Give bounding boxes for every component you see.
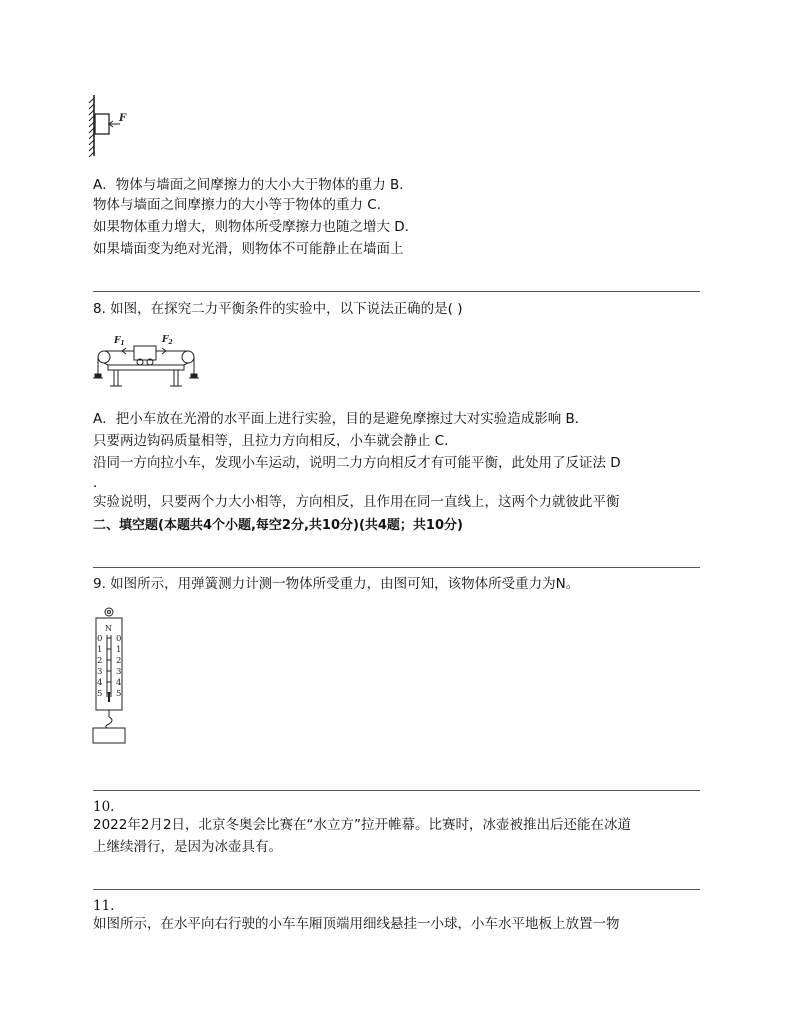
q10-number: 10. [93,799,115,815]
wall-block-figure [86,94,136,158]
tick-right-4: 4 [116,678,122,688]
f2-label: $F_2$ [162,335,173,346]
q9-stem: 9. 如图所示，用弹簧测力计测一物体所受重力，由图可知，该物体所受重力为N。 [93,576,580,592]
q10-line-1: 2022年2月2日，北京冬奥会比赛在“水立方”拉开帷幕。比赛时，冰壶被推出后还能在冰道 [93,817,632,833]
tick-right-1: 1 [116,645,122,655]
tick-left-1: 1 [97,645,103,655]
tick-left-5: 5 [97,689,103,699]
section-heading: 二、填空题(本题共4个小题,每空2分,共10分)(共4题；共10分) [93,518,463,533]
q8-option-line-4: ． [93,475,107,491]
f1-label: $F_1$ [114,336,125,347]
tick-right-2: 2 [116,656,122,666]
spring-scale-figure [90,607,130,747]
q8-option-line-3: 沿同一方向拉小车，发现小车运动，说明二力方向相反才有可能平衡，此处用了反证法 D [93,455,621,471]
divider [93,567,700,568]
tick-right-3: 3 [116,667,122,677]
two-force-balance-figure [90,332,206,388]
q7-option-line-4: 如果墙面变为绝对光滑，则物体不可能静止在墙面上 [93,241,404,257]
divider [93,889,700,890]
divider [93,790,700,791]
tick-left-0: 0 [97,634,103,644]
q8-option-line-1: A．把小车放在光滑的水平面上进行实验，目的是避免摩擦过大对实验造成影响 B． [93,411,589,427]
tick-left-4: 4 [97,678,103,688]
tick-right-5: 5 [116,689,122,699]
q7-option-line-1: A．物体与墙面之间摩擦力的大小大于物体的重力 B． [93,177,413,193]
q7-option-line-3: 如果物体重力增大，则物体所受摩擦力也随之增大 D． [93,219,419,235]
force-label: F [119,113,127,124]
q8-stem: 8. 如图，在探究二力平衡条件的实验中，以下说法正确的是( ) [93,301,463,317]
q8-option-line-5: 实验说明，只要两个力大小相等，方向相反，且作用在同一直线上，这两个力就彼此平衡 [93,494,620,510]
tick-left-2: 2 [97,656,103,666]
tick-right-0: 0 [116,634,122,644]
scale-unit-label: N [105,624,112,633]
divider [93,291,700,292]
q8-option-line-2: 只要两边钩码质量相等，且拉力方向相反，小车就会静止 C． [93,433,458,449]
q11-number: 11. [93,898,115,914]
q11-line-1: 如图所示，在水平向右行驶的小车车厢顶端用细线悬挂一小球，小车水平地板上放置一物 [93,916,620,932]
q10-line-2: 上继续滑行，是因为冰壶具有。 [93,839,282,855]
q7-option-line-2: 物体与墙面之间摩擦力的大小等于物体的重力 C． [93,197,391,213]
tick-left-3: 3 [97,667,103,677]
